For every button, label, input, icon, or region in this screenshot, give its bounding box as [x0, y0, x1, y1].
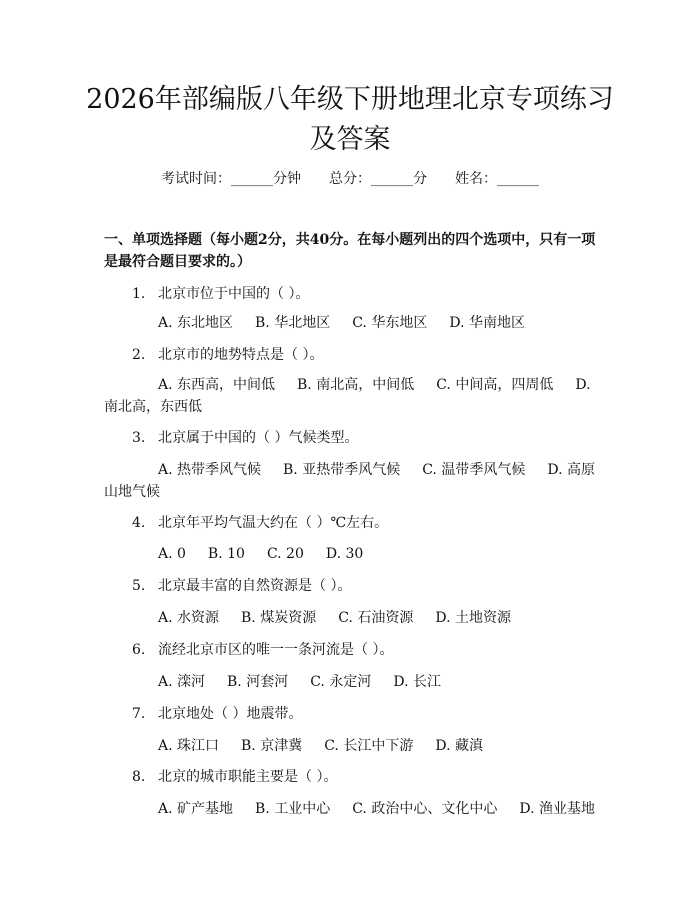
question-number: 3. [132, 430, 146, 446]
exam-time-field: 考试时间：______分钟 [161, 171, 301, 187]
option-c: C. 华东地区 [352, 315, 428, 331]
question-text: 北京最丰富的自然资源是（ ）。 [158, 578, 352, 594]
option-a: A. 矿产基地 [158, 801, 234, 817]
question-text: 北京市的地势特点是（ ）。 [158, 347, 324, 363]
question-number: 5. [132, 578, 146, 594]
exam-info [80, 170, 620, 188]
option-c: C. 温带季风气候 [422, 462, 526, 478]
question-stem [132, 513, 602, 533]
question-stem [132, 428, 602, 448]
question-stem [132, 640, 602, 660]
total-score-field: 总分：______分 [329, 171, 427, 187]
question-text: 北京属于中国的（ ）气候类型。 [158, 430, 359, 446]
option-b: B. 河套河 [227, 674, 289, 690]
question-options [158, 544, 608, 564]
option-c: C. 石油资源 [338, 610, 414, 626]
page-title-continued: 及答案 [309, 124, 391, 155]
question-options [158, 799, 608, 819]
option-d-continued: 南北高，东西低 [104, 399, 202, 415]
question-number: 4. [132, 515, 146, 531]
option-d: D. 渔业基地 [519, 801, 595, 817]
question-text: 北京地处（ ）地震带。 [158, 706, 303, 722]
question-options [158, 608, 608, 628]
option-b: B. 工业中心 [255, 801, 331, 817]
question-stem [132, 767, 602, 787]
option-d: D. [575, 377, 591, 393]
question-text: 北京年平均气温大约在（ ）℃左右。 [158, 515, 389, 531]
question-number: 8. [132, 769, 146, 785]
option-c: C. 政治中心、文化中心 [352, 801, 498, 817]
option-a: A. 东北地区 [158, 315, 234, 331]
option-d: D. 30 [325, 546, 364, 562]
option-c: C. 20 [266, 546, 304, 562]
option-a: A. 0 [158, 546, 186, 562]
question-options [158, 460, 608, 480]
question-number: 6. [132, 642, 146, 658]
option-d: D. 藏滇 [435, 738, 483, 754]
question-text: 北京市位于中国的（ ）。 [158, 286, 310, 302]
question-number: 7. [132, 706, 146, 722]
option-b: B. 华北地区 [255, 315, 331, 331]
question-stem [132, 576, 602, 596]
option-a: A. 滦河 [158, 674, 206, 690]
section-heading-continued: 是最符合题目要求的。） [104, 254, 251, 270]
question-stem [132, 284, 602, 304]
option-c: C. 长江中下游 [324, 738, 414, 754]
question-options [158, 375, 608, 395]
question-stem [132, 704, 602, 724]
question-number: 1. [132, 286, 146, 302]
question-number: 2. [132, 347, 146, 363]
option-d: D. 高原 [547, 462, 595, 478]
question-text: 北京的城市职能主要是（ ）。 [158, 769, 338, 785]
option-b: B. 京津冀 [241, 738, 303, 754]
option-d-continued: 山地气候 [104, 484, 160, 500]
question-stem [132, 345, 602, 365]
option-a: A. 东西高，中间低 [158, 377, 276, 393]
option-c: C. 中间高，四周低 [436, 377, 554, 393]
option-a: A. 热带季风气候 [158, 462, 262, 478]
option-d: D. 华南地区 [449, 315, 525, 331]
option-b: B. 煤炭资源 [241, 610, 317, 626]
option-c: C. 永定河 [310, 674, 372, 690]
question-options [158, 313, 608, 333]
option-a: A. 珠江口 [158, 738, 220, 754]
question-text: 流经北京市区的唯一一条河流是（ ）。 [158, 642, 394, 658]
question-options [158, 736, 608, 756]
section-heading: 一、单项选择题（每小题2分，共40分。在每小题列出的四个选项中，只有一项 [104, 232, 596, 248]
option-a: A. 水资源 [158, 610, 220, 626]
student-name-field: 姓名：______ [455, 171, 539, 187]
option-d: D. 土地资源 [435, 610, 511, 626]
option-b: B. 亚热带季风气候 [283, 462, 401, 478]
page-title: 2026年部编版八年级下册地理北京专项练习 [86, 84, 614, 115]
option-b: B. 南北高，中间低 [297, 377, 415, 393]
option-b: B. 10 [207, 546, 245, 562]
question-options [158, 672, 608, 692]
option-d: D. 长江 [393, 674, 441, 690]
